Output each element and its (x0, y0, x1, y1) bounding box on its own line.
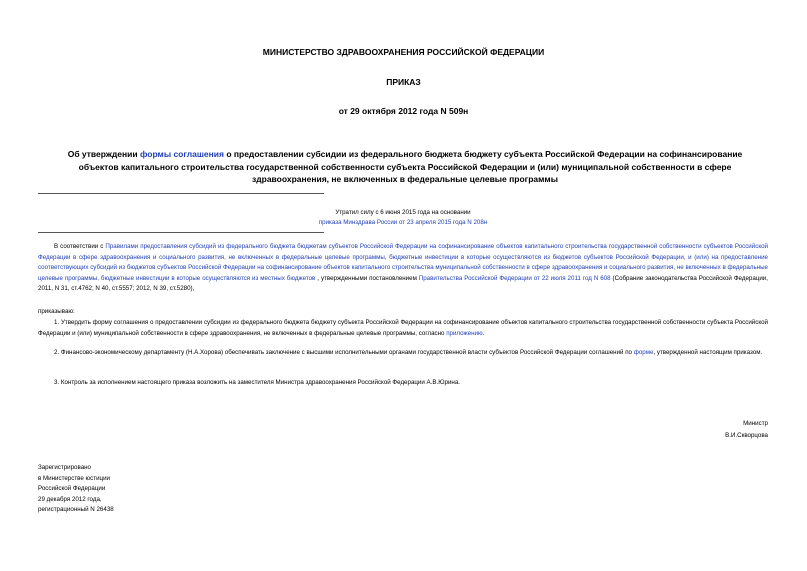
title-form-link[interactable]: формы соглашения (139, 149, 224, 159)
item-2: 2. Финансово-экономическому департаменту (Н.А.Хорова) обеспечивать заключение с высшими исполнительными органами государственной власти субъектов Российской Федерации соглашений по форме, утвержденной настоящим приказом. (54, 349, 763, 356)
rules-link[interactable]: Правилами предоставления субсидий из федерального бюджета бюджетам субъектов Российской Федерации на софинансирование объектов капитального строительства государственной собственности субъектов Российской Федерации в сфере здравоохранения и социального развития, не включенных в федеральные целевые программы, бюджетные инвестиции в которые осуществляются из бюджетов субъектов Российской Федерации, и (или) на предоставление соответствующих субсидий из бюджетов субъектов Российской Федерации на софинансирование объектов капитального строительства муниципальной собственности в сфере здравоохранения и социального развития, не включенных в федеральные целевые программы, бюджетные инвестиции в которые осуществляются из местных бюджетов (38, 243, 768, 282)
ministry-heading: МИНИСТЕРСТВО ЗДРАВООХРАНЕНИЯ РОССИЙСКОЙ ФЕДЕРАЦИИ (262, 47, 545, 57)
date-number: от 29 октября 2012 года N 509н (338, 106, 469, 116)
item-1: 1. Утвердить форму соглашения о предоставлении субсидии из федерального бюджета бюджету субъекта Российской Федерации на софинансирование объектов капитального строительства государственной собственности субъекта Российской Федерации и (или) муниципальной собственности в сфере здравоохранения, не включенных в федеральные целевые программы, согласно приложению. (38, 319, 768, 337)
form-link[interactable]: форме (633, 349, 654, 356)
doc-type-heading: ПРИКАЗ (386, 77, 421, 87)
document-title: Об утверждении формы соглашения о предоставлении субсидии из федерального бюджета бюджету субъекта Российской Федерации на софинансирование объектов капитального строительства государственной собственности субъекта Российской Федерации и (или) муниципальной собственности в сфере здравоохранения, не включенных в федеральные целевые программы (67, 149, 743, 184)
preamble-paragraph: В соответствии с Правилами предоставления субсидий из федерального бюджета бюджетам субъектов Российской Федерации на софинансирование объектов капитального строительства государственной собственности субъектов Российской Федерации в сфере здравоохранения и социального развития, не включенных в федеральные целевые программы, бюджетные инвестиции в которые осуществляются из бюджетов субъектов Российской Федерации, и (или) на предоставление соответствующих субсидий из бюджетов субъектов Российской Федерации на софинансирование объектов капитального строительства муниципальной собственности в сфере здравоохранения и социального развития, не включенных в федеральные целевые программы, бюджетные инвестиции в которые осуществляются из местных бюджетов , утвержденными постановлением Правительства Российской Федерации от 22 июля 2011 год N 608 (Собрание законодательства Российской Федерации, 2011, N 31, ст.4762; N 40, ст.5557; 2012, N 39, ст.5280), (38, 243, 768, 293)
item-3: 3. Контроль за исполнением настоящего приказа возложить на заместителя Министра здравоохранения Российской Федерации А.В.Юрина. (54, 379, 460, 386)
divider-bottom (38, 232, 324, 233)
repeal-order-link[interactable]: приказа Минздрава России от 23 апреля 2015 года N 208н (318, 219, 488, 226)
status-line: Утратил силу с 6 июня 2015 года на основании (335, 209, 471, 216)
government-decree-link[interactable]: Правительства Российской Федерации от 22 июля 2011 год N 608 (418, 274, 611, 282)
divider-top (38, 193, 324, 194)
order-word: приказываю: (38, 308, 75, 315)
appendix-link[interactable]: приложению (446, 329, 483, 337)
signature-position: Министр (743, 420, 768, 427)
registration-block: Зарегистрировано в Министерстве юстиции Российской Федерации 29 декабря 2012 года, регистрационный N 26438 (38, 464, 114, 514)
signature-name: В.И.Скворцова (725, 432, 768, 439)
